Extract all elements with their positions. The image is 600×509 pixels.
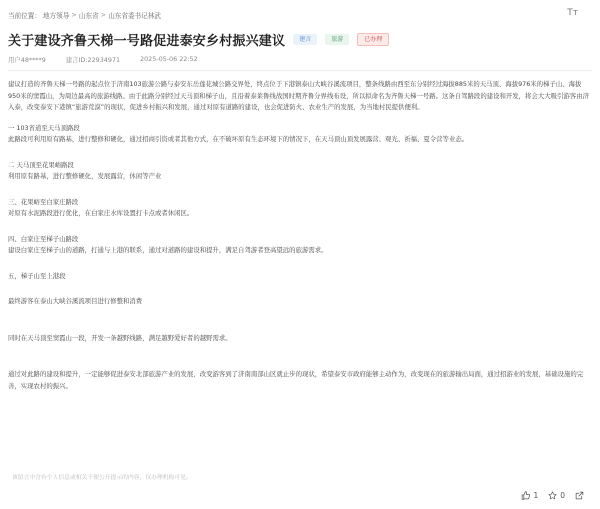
share-button[interactable] (575, 491, 584, 500)
section-3-text: 对原有水泥路段进行优化，在白家庄水库设置打卡点或者休闲区。 (8, 209, 194, 217)
favorite-button[interactable] (548, 491, 565, 500)
breadcrumb-separator: > (100, 11, 107, 19)
post-date: 2025-05-06 22:52 (140, 55, 198, 63)
section-1-text: 此路段可利用原有路基，进行整修和硬化，通过招商引资或者其他方式，在不破坏原有生态环境下的情况下，在天马顶山顶发展露营、观光、祈福、夏令营等业态。 (8, 135, 469, 143)
font-size-icon[interactable]: Tт (567, 8, 578, 18)
section-5-title: 五，梯子山至上港段 (8, 271, 66, 280)
post-meta (8, 55, 592, 71)
section-2-text: 利用原有路基，进行整修硬化，发展露营，休闲等产业 (8, 172, 162, 180)
page-title: 关于建设齐鲁天梯一号路促进泰安乡村振兴建议 (8, 34, 286, 49)
extra-paragraph: 同时在天马顶至窦霞山一段，开发一条越野线路，满足越野爱好者的越野需求。 (8, 333, 232, 342)
user-name: 用户48****9 (8, 56, 46, 64)
breadcrumb-item-local-leaders[interactable]: 地方领导 (42, 12, 70, 20)
breadcrumb-item-secretary[interactable]: 山东省委书记林武 (108, 12, 161, 20)
like-button[interactable] (521, 491, 538, 500)
section-4-text: 建设白家庄至梯子山的道路，打通与上港的联系，通过对道路的建设和提升，满足自驾游者登高望远的旅游需求。 (8, 246, 328, 254)
section-1-title: 一 103省道至天马顶路段 (8, 123, 80, 132)
tag-tourism: 旅游 (325, 34, 349, 45)
breadcrumb-separator: > (71, 11, 77, 19)
location-label: 当前位置： (8, 12, 41, 20)
favorite-count: 0 (560, 491, 565, 500)
post-content (8, 79, 592, 392)
like-count: 1 (533, 491, 539, 500)
breadcrumb-item-shandong[interactable]: 山东省 (78, 12, 99, 20)
page-container (8, 6, 592, 503)
section-3-title: 三、花果峪至白家庄路段 (8, 197, 79, 206)
section-4-title: 四、白家庄至梯子山路段 (8, 234, 79, 243)
intro-paragraph: 建议打造的齐鲁天梯一号路的起点位于济南103旅游公路与泰安东岳莲花城公路交界处，终点位于下港镇泰山大峡谷溪流项目，整条线路由西至东分别经过海拔885米的天马顶、海拔976米的梯子山、海拔950米的窦霞山，为周边最高的旅游线路。由于此路分别经过天马顶和梯子山，且沿着泰莱鲁线战国时期齐鲁分界线布设，所以拟命名为齐鲁天梯一号路。这条自驾路段的建设和开发，将会大大吸引游客由济入泰，改变泰安下港镇“旅游荒漠”的现状，促进乡村振兴和发展，通过对原有道路的建设，也会促进防火、农业生产的发展，为当地村民提供便利。 (8, 80, 589, 111)
breadcrumb (8, 6, 592, 24)
title-row (8, 30, 592, 49)
thumbs-up-icon (521, 491, 530, 500)
tag-suggestion: 建言 (293, 34, 317, 45)
action-bar (521, 491, 584, 500)
share-icon (575, 491, 584, 500)
section-2-title: 二 天马顶至花果峪路段 (8, 160, 74, 169)
disclaimer-text: 该留言中含有个人信息或相关不便公开提示的内容，仅办理机构可见。 (12, 475, 192, 481)
status-badge: 已办理 (357, 33, 389, 46)
section-5-text: 最终游客在泰山大峡谷溪流项目进行修整和消费 (8, 297, 143, 305)
conclusion-paragraph: 通过对此路的建设和提升，一定能够促进泰安北部旅游产业的发展，改变游客到了济南南部山区就止步的现状，希望泰安市政府能够主动作为，改变现在的旅游输出局面，通过招游业的发展，基础设施的完善，实现农村的振兴。 (8, 370, 584, 390)
post-id: 建言ID:22934971 (65, 56, 121, 64)
star-icon (548, 491, 557, 500)
